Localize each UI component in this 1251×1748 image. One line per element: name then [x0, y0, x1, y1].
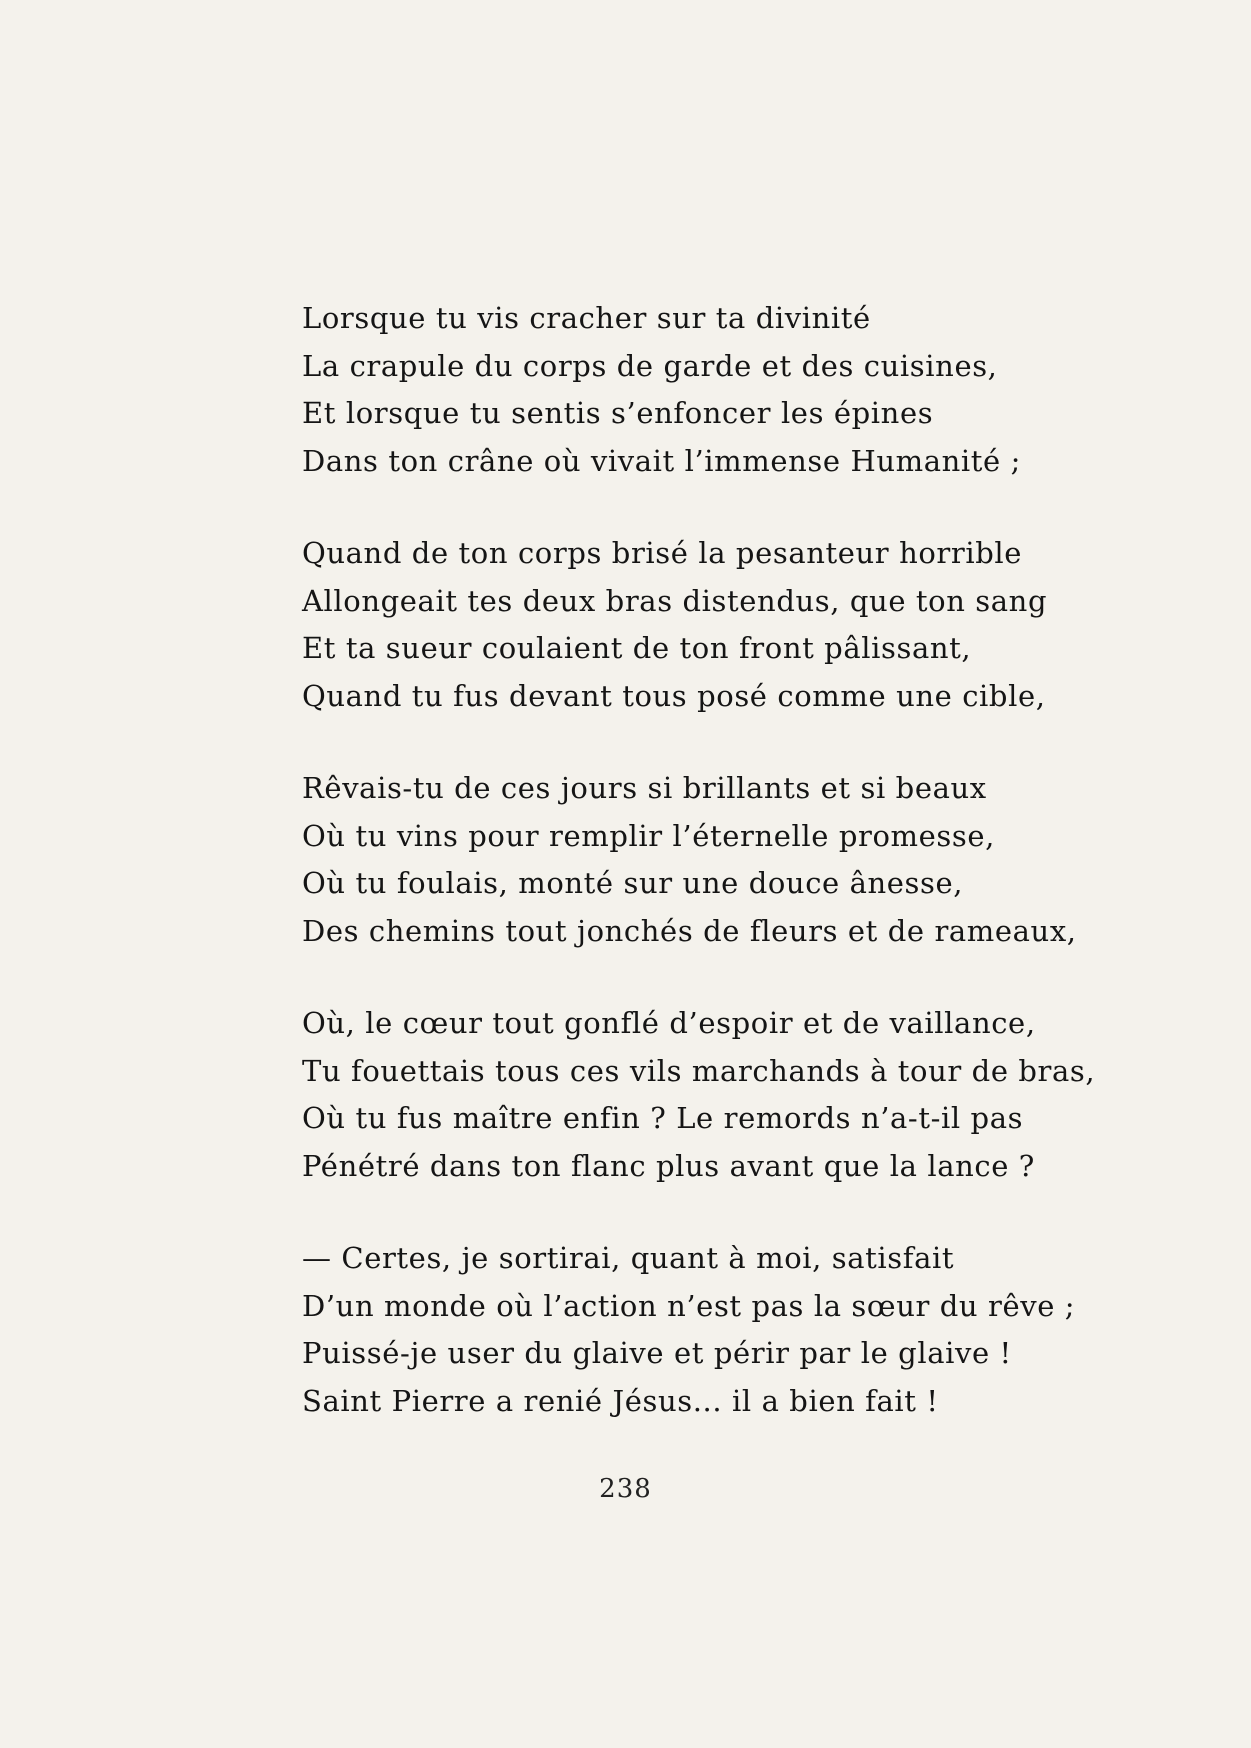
stanza-1	[302, 295, 1102, 485]
poem-line: Quand tu fus devant tous posé comme une cible,	[302, 678, 1046, 713]
poem-line: La crapule du corps de garde et des cuisines,	[302, 348, 998, 383]
poem-line: Des chemins tout jonchés de fleurs et de rameaux,	[302, 913, 1077, 948]
page-number: 238	[599, 1474, 652, 1504]
poem-line: Saint Pierre a renié Jésus... il a bien fait !	[302, 1383, 939, 1418]
poem-line: Tu fouettais tous ces vils marchands à tour de bras,	[302, 1053, 1096, 1088]
poem-line: Où tu foulais, monté sur une douce ânesse,	[302, 866, 964, 900]
poem-line: Où tu fus maître enfin ? Le remords n’a-t-il pas	[302, 1101, 1024, 1135]
poem-line: D’un monde où l’action n’est pas la sœur du rêve ;	[302, 1288, 1076, 1323]
poem-line: Et ta sueur coulaient de ton front pâlissant,	[302, 631, 972, 665]
poem-line: — Certes, je sortirai, quant à moi, satisfait	[302, 1241, 955, 1275]
stanza-2	[302, 530, 1102, 720]
stanza-4	[302, 1000, 1102, 1190]
poem-line: Où, le cœur tout gonflé d’espoir et de vaillance,	[302, 1006, 1036, 1040]
poem-line: Allongeait tes deux bras distendus, que ton sang	[302, 583, 1048, 618]
poem-line: Pénétré dans ton flanc plus avant que la lance ?	[302, 1148, 1035, 1183]
poem-line: Lorsque tu vis cracher sur ta divinité	[302, 301, 871, 335]
poem-line: Dans ton crâne où vivait l’immense Humanité ;	[302, 443, 1021, 478]
poem-line: Et lorsque tu sentis s’enfoncer les épines	[302, 396, 934, 430]
poem-line: Où tu vins pour remplir l’éternelle promesse,	[302, 818, 995, 853]
stanza-3	[302, 765, 1102, 955]
poem	[302, 295, 1102, 1470]
poem-line: Quand de ton corps brisé la pesanteur horrible	[302, 536, 1023, 570]
stanza-5	[302, 1235, 1102, 1425]
poem-line: Rêvais-tu de ces jours si brillants et si beaux	[302, 771, 987, 805]
poem-line: Puissé-je user du glaive et périr par le glaive !	[302, 1336, 1012, 1370]
